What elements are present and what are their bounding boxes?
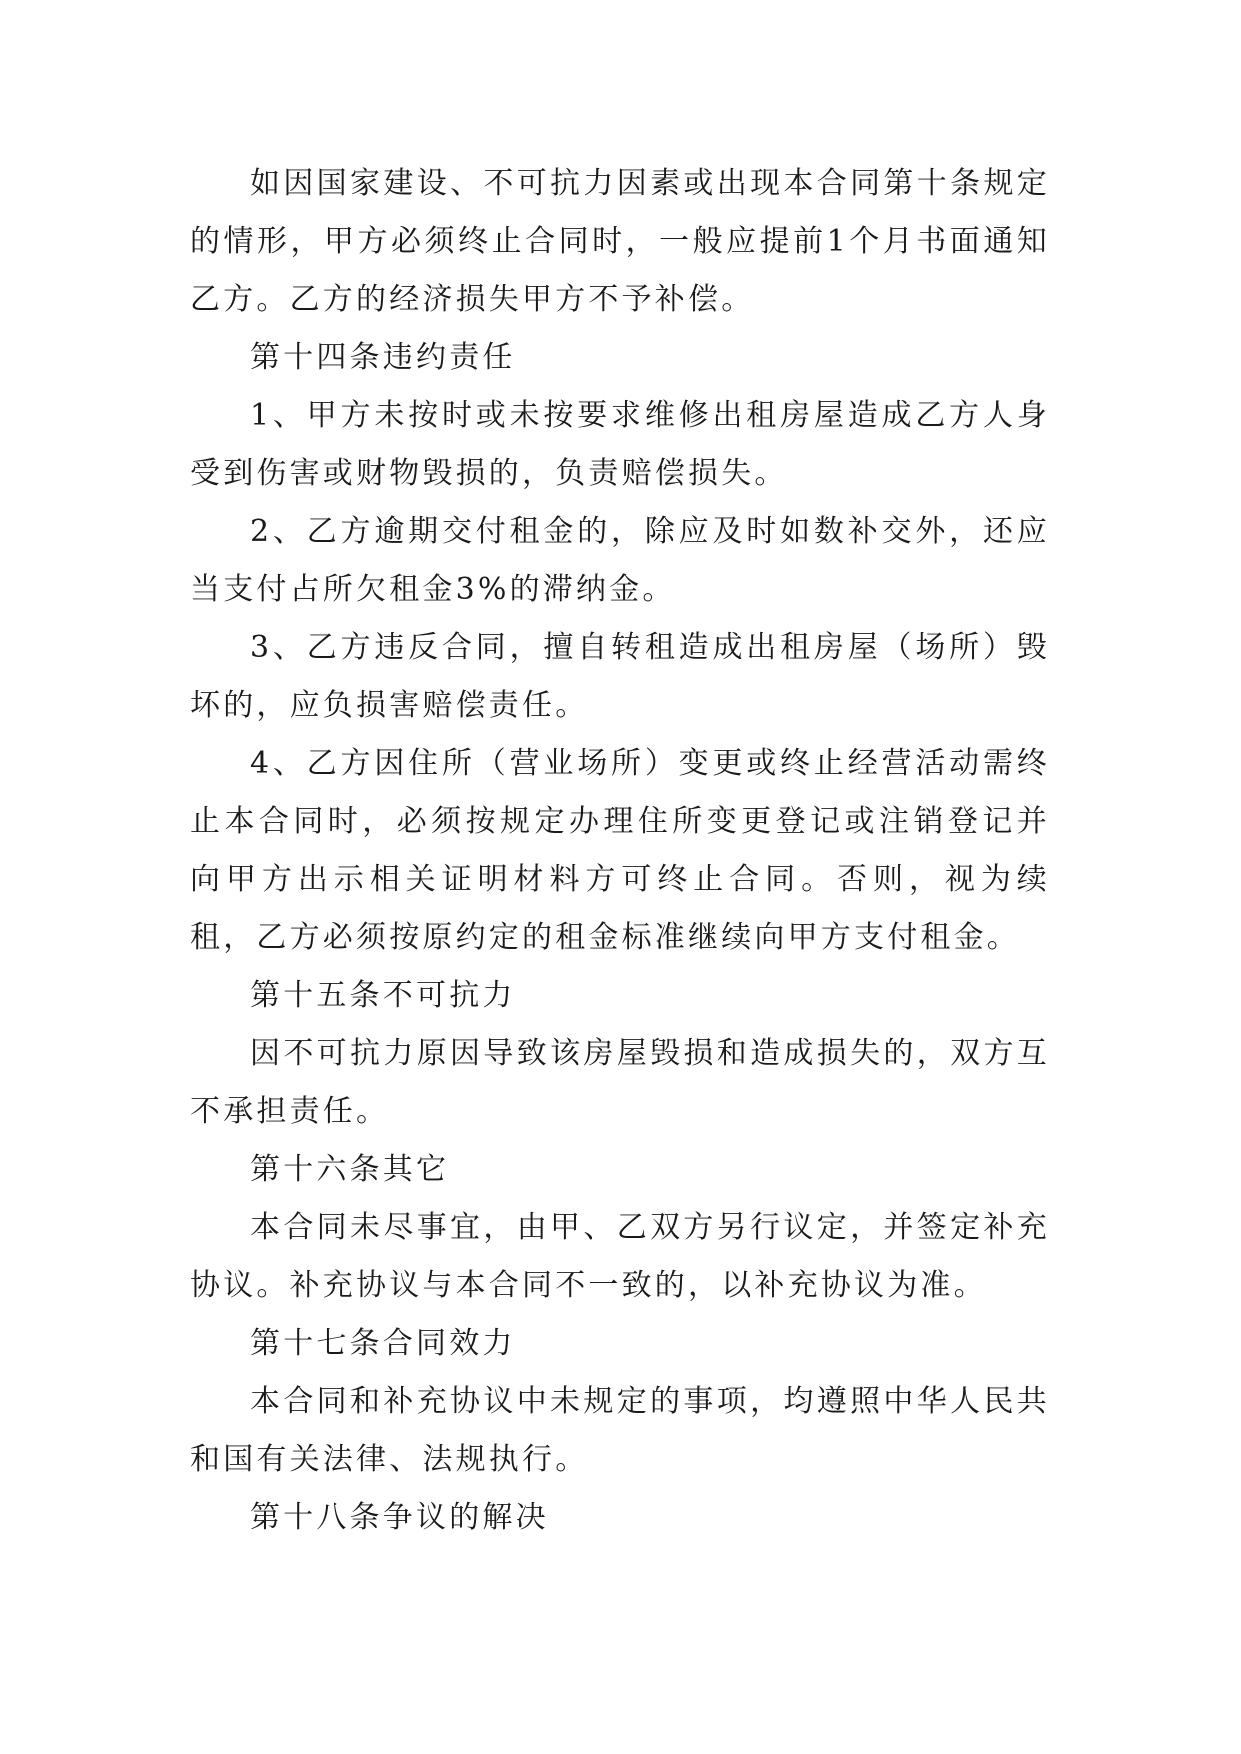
paragraph-clause-2: 2、乙方逾期交付租金的，除应及时如数补交外，还应当支付占所欠租金3%的滞纳金。 [190,514,1050,607]
paragraph-clause-4: 4、乙方因住所（营业场所）变更或终止经营活动需终止本合同时，必须按规定办理住所变更登记或注销登记并向甲方出示相关证明材料方可终止合同。否则，视为续租，乙方必须按原约定的租金标准继续向甲方支付租金。 [190,746,1050,955]
article-15-heading: 第十五条不可抗力 [250,978,516,1013]
article-14-heading: 第十四条违约责任 [250,340,516,375]
paragraph-clause-3: 3、乙方违反合同，擅自转租造成出租房屋（场所）毁坏的，应负损害赔偿责任。 [190,630,1050,723]
paragraph-contract-effect: 本合同和补充协议中未规定的事项，均遵照中华人民共和国有关法律、法规执行。 [190,1384,1050,1477]
document-body [190,155,1050,1547]
article-16-heading: 第十六条其它 [250,1152,450,1187]
article-18-heading: 第十八条争议的解决 [250,1500,549,1535]
paragraph-clause-1: 1、甲方未按时或未按要求维修出租房屋造成乙方人身受到伤害或财物毁损的，负责赔偿损失。 [190,398,1050,491]
paragraph-other-matters: 本合同未尽事宜，由甲、乙双方另行议定，并签定补充协议。补充协议与本合同不一致的，以补充协议为准。 [190,1210,1050,1303]
article-17-heading: 第十七条合同效力 [250,1326,516,1361]
paragraph-force-majeure: 因不可抗力原因导致该房屋毁损和造成损失的，双方互不承担责任。 [190,1036,1050,1129]
paragraph-termination-notice: 如因国家建设、不可抗力因素或出现本合同第十条规定的情形，甲方必须终止合同时，一般应提前1个月书面通知乙方。乙方的经济损失甲方不予补偿。 [190,166,1050,317]
